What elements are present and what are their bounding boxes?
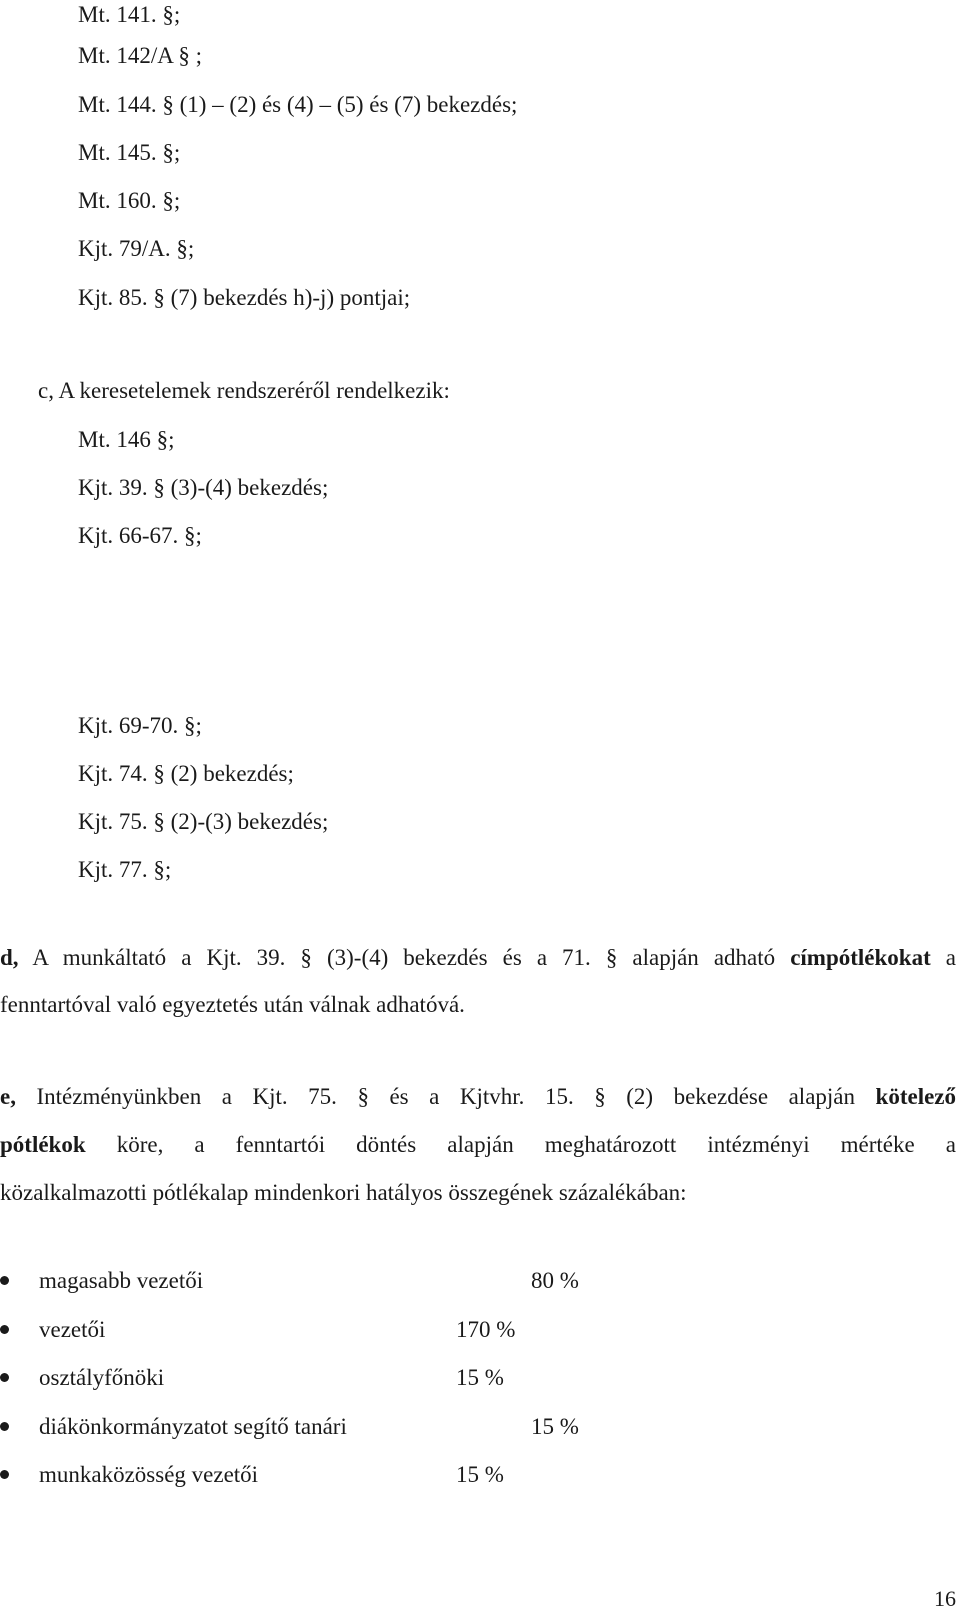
legal-ref-line: Mt. 145. §; <box>78 140 181 165</box>
section-e-prefix: e, <box>0 1084 16 1109</box>
section-d-line-1 <box>0 943 956 973</box>
section-e-line-3: közalkalmazotti pótlékalap mindenkori hatályos összegének százalékában: <box>0 1180 687 1205</box>
legal-ref-line: Kjt. 69-70. §; <box>78 713 202 738</box>
list-item-label: osztályfőnöki <box>39 1365 165 1390</box>
legal-ref-line: Kjt. 39. § (3)-(4) bekezdés; <box>78 475 329 500</box>
list-item-value: 80 % <box>531 1268 579 1293</box>
legal-ref-line: Mt. 160. §; <box>78 188 181 213</box>
section-e-line-2 <box>0 1130 956 1160</box>
legal-ref-line: Kjt. 79/A. §; <box>78 236 195 261</box>
list-item-label: munkaközösség vezetői <box>39 1462 259 1487</box>
legal-ref-line: Mt. 146 §; <box>78 427 175 452</box>
bullet-icon <box>0 1325 9 1334</box>
list-item-label: magasabb vezetői <box>39 1268 204 1293</box>
section-d-text: A munkáltató a Kjt. 39. § (3)-(4) bekezdés és a 71. § alapján adható <box>18 945 791 970</box>
legal-ref-line: Mt. 144. § (1) – (2) és (4) – (5) és (7) bekezdés; <box>78 92 518 117</box>
section-c-heading: c, A keresetelemek rendszeréről rendelkezik: <box>38 378 450 403</box>
list-item-label: vezetői <box>39 1317 106 1342</box>
bullet-icon <box>0 1276 9 1285</box>
bullet-icon <box>0 1422 9 1431</box>
legal-ref-line: Kjt. 66-67. §; <box>78 523 202 548</box>
legal-ref-line: Mt. 141. §; <box>78 2 181 27</box>
bullet-icon <box>0 1470 9 1479</box>
legal-ref-line: Kjt. 74. § (2) bekezdés; <box>78 761 294 786</box>
section-e-bold-term-2: pótlékok <box>0 1132 86 1157</box>
legal-ref-line: Kjt. 85. § (7) bekezdés h)-j) pontjai; <box>78 285 411 310</box>
list-item-value: 15 % <box>456 1365 504 1390</box>
section-e-text: Intézményünkben a Kjt. 75. § és a Kjtvhr. 15. § (2) bekezdése alapján <box>15 1084 876 1109</box>
list-item-value: 170 % <box>456 1317 516 1342</box>
list-item-label: diákönkormányzatot segítő tanári <box>39 1414 347 1439</box>
legal-ref-line: Kjt. 77. §; <box>78 857 172 882</box>
section-e-bold-term: kötelező <box>875 1084 956 1109</box>
bullet-icon <box>0 1373 9 1382</box>
section-d-text-tail: a <box>930 945 956 970</box>
section-d-bold-term: címpótlékokat <box>790 945 931 970</box>
legal-ref-line: Mt. 142/A § ; <box>78 43 202 68</box>
page-number: 16 <box>934 1586 956 1611</box>
section-e-line-1 <box>0 1082 956 1112</box>
section-d-prefix: d, <box>0 945 19 970</box>
section-d-line-2: fenntartóval való egyeztetés után válnak adhatóvá. <box>0 992 465 1017</box>
list-item-value: 15 % <box>456 1462 504 1487</box>
section-e-text-2: köre, a fenntartói döntés alapján meghatározott intézményi mértéke a <box>85 1132 956 1157</box>
list-item-value: 15 % <box>531 1414 579 1439</box>
legal-ref-line: Kjt. 75. § (2)-(3) bekezdés; <box>78 809 329 834</box>
